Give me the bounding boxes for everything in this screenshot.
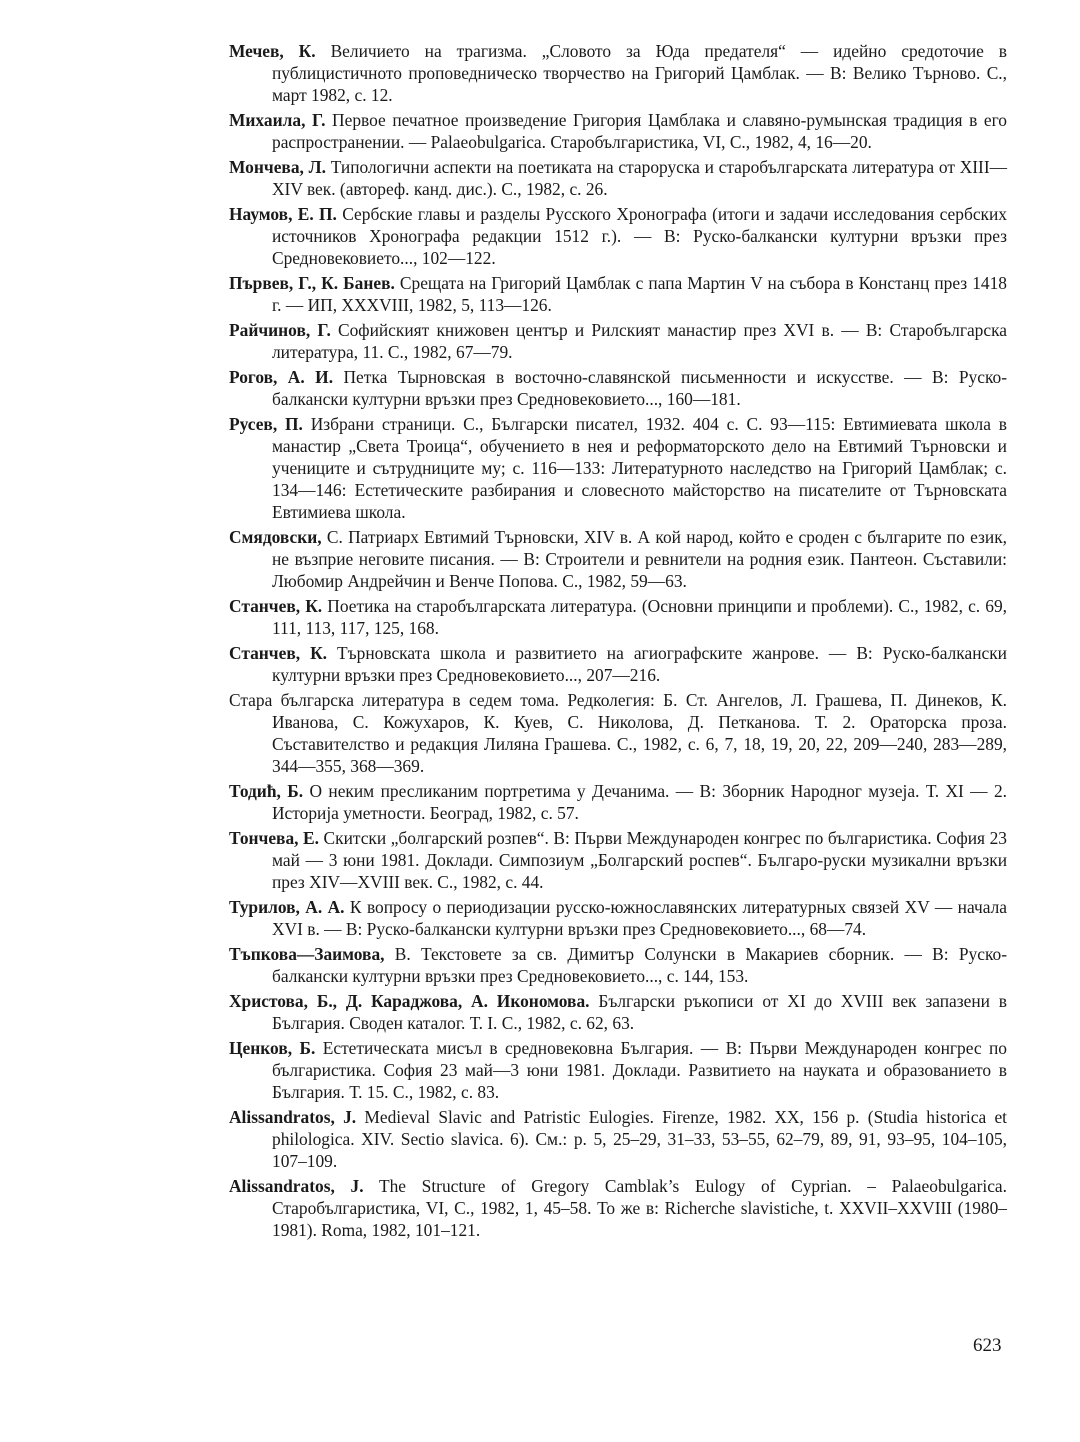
bibliography-entry [229, 156, 1007, 200]
entry-author: Станчев, К. [229, 643, 328, 663]
entry-author: Смядовски, [229, 527, 322, 547]
entry-text: Избрани страници. С., Български писател, 1932. 404 с. С. 93—115: Евтимиевата школа в манастир „Света Троица“, обучението в нея и реформаторското дело на Евтимий Търновски и учениците и сътрудниците му; с. 116—133: Литературното наследство на Григорий Цамблак; с. 134—146: Естетическите разбирания и словесното майсторство на писателите от Търновската Евтимиева школа. [272, 414, 1007, 522]
entry-text: Скитски „болгарский розпев“. В: Първи Международен конгрес по българистика. София 23 май — 3 юни 1981. Доклади. Симпозиум „Болгарский роспев“. Българо-руски музикални връзки през XIV—XVIII век. С., 1982, с. 44. [272, 828, 1007, 892]
bibliography-entry [229, 595, 1007, 639]
entry-author: Мончева, Л. [229, 157, 326, 177]
entry-text: Стара българска литература в седем тома. Редколегия: Б. Ст. Ангелов, Л. Грашева, П. Динеков, К. Иванова, С. Кожухаров, К. Куев, С. Николова, Д. Петканова. Т. 2. Ораторска проза. Съставителство и редакция Лиляна Грашева. С., 1982, с. 6, 7, 18, 19, 20, 22, 209—240, 283—289, 344—355, 368—369. [229, 690, 1007, 776]
entry-text: Величието на трагизма. „Словото за Юда предателя“ — идейно средоточие в публицистичното проповедническо творчество на Григорий Цамблак. — В: Велико Търново. С., март 1982, с. 12. [272, 41, 1008, 105]
bibliography-entry [229, 319, 1007, 363]
entry-author: Турилов, А. А. [229, 897, 345, 917]
entry-author: Наумов, Е. П. [229, 204, 337, 224]
bibliography-entry [229, 413, 1007, 523]
entry-text: The Structure of Gregory Camblak’s Eulogy of Cyprian. – Palaeobulgarica. Старобългаристика, VI, С., 1982, 1, 45–58. То же в: Richerche slavistiche, t. XXVII–XXVIII (1980–1981). Roma, 1982, 101–121. [272, 1176, 1007, 1240]
bibliography-entry [229, 896, 1007, 940]
entry-text: Сербские главы и разделы Русского Хронографа (итоги и задачи исследования сербских источников Хронографа редакции 1512 г.). — В: Руско-балкански културни връзки през Средновековието..., 102—122. [272, 204, 1007, 268]
bibliography-entry [229, 203, 1007, 269]
entry-author: Михаила, Г. [229, 110, 326, 130]
entry-author: Ценков, Б. [229, 1038, 316, 1058]
bibliography-entry [229, 526, 1007, 592]
bibliography-entry [229, 366, 1007, 410]
entry-text: Естетическата мисъл в средновековна България. — В: Първи Международен конгрес по българистика. София 23 май—3 юни 1981. Доклади. Развитието на науката и образованието в България. Т. 15. С., 1982, с. 83. [272, 1038, 1007, 1102]
entry-text: В. Текстовете за св. Димитър Солунски в Макариев сборник. — В: Руско-балкански културни връзки през Средновековието..., с. 144, 153. [272, 944, 1007, 986]
bibliography-entry [229, 943, 1007, 987]
entry-text: Български ръкописи от XI до XVIII век запазени в България. Сводeн каталог. Т. I. С., 1982, с. 62, 63. [272, 991, 1008, 1033]
bibliography-entry [229, 1175, 1007, 1241]
entry-author: Тъпкова—Заимова, [229, 944, 385, 964]
entry-text: Срещата на Григорий Цамблак с папа Мартин V на събора в Констанц през 1418 г. — ИП, XXXVIII, 1982, 5, 113—126. [272, 273, 1007, 315]
page-number: 623 [973, 1335, 1002, 1356]
bibliography-entry [229, 642, 1007, 686]
entry-author: Тончева, Е. [229, 828, 319, 848]
bibliography-entry [229, 827, 1007, 893]
entry-text: Търновската школа и развитието на агиографските жанрове. — В: Руско-балкански културни връзки през Средновековието..., 207—216. [272, 643, 1007, 685]
bibliography-entry [229, 990, 1007, 1034]
bibliography-entry [229, 272, 1007, 316]
entry-text: Петка Тырновская в восточно-славянской письменности и искусстве. — В: Руско-балкански културни връзки през Средновековието..., 160—181. [272, 367, 1007, 409]
bibliography-entry [229, 109, 1007, 153]
entry-text: Поетика на старобългарската литература. (Основни принципи и проблеми). С., 1982, с. 69, 111, 113, 117, 125, 168. [272, 596, 1008, 638]
entry-text: Типологични аспекти на поетиката на староруска и старобългарската литература от XIII—XIV век. (автореф. канд. дис.). С., 1982, с. 26. [272, 157, 1008, 199]
entry-author: Христова, Б., Д. Караджова, А. Икономова. [229, 991, 590, 1011]
entry-text: К вопросу о периодизации русско-южнославянских литературных связей XV — начала XVI в. — В: Руско-балкански културни връзки през Средновековието..., 68—74. [272, 897, 1007, 939]
entry-text: С. Патриарх Евтимий Търновски, XIV в. А кой народ, който е сроден с българите по език, не възприе неговите писания. — В: Строители и ревнители на родния език. Пантеон. Съставили: Любомир Андрейчин и Венче Попова. С., 1982, 59—63. [272, 527, 1007, 591]
entry-author: Първев, Г., К. Банев. [229, 273, 395, 293]
entry-author: Рогов, А. И. [229, 367, 334, 387]
entry-text: Medieval Slavic and Patristic Eulogies. Firenze, 1982. XX, 156 p. (Studia historica et philologica. XIV. Sectio slavica. 6). См.: p. 5, 25–29, 31–33, 53–55, 62–79, 89, 91, 93–95, 104–105, 107–109. [272, 1107, 1007, 1171]
entry-author: Мечев, К. [229, 41, 316, 61]
entry-text: О неким пресликаним портретима у Дечанима. — В: Зборник Народног музеја. Т. XI — 2. Историја уметности. Београд, 1982, с. 57. [272, 781, 1007, 823]
bibliography-entry [229, 40, 1007, 106]
entry-author: Alissandratos, J. [229, 1176, 364, 1196]
entry-author: Alissandratos, J. [229, 1107, 357, 1127]
bibliography-list [229, 40, 1007, 1244]
entry-author: Райчинов, Г. [229, 320, 331, 340]
entry-text: Первое печатное произведение Григория Цамблака и славяно-румынская традиция в его распространении. — Palaeobulgarica. Старобългаристика, VI, С., 1982, 4, 16—20. [272, 110, 1007, 152]
entry-author: Тодић, Б. [229, 781, 304, 801]
bibliography-entry [229, 780, 1007, 824]
bibliography-entry [229, 689, 1007, 777]
entry-text: Софийският книжовен център и Рилският манастир през XVI в. — В: Старобългарска литература, 11. С., 1982, 67—79. [272, 320, 1007, 362]
entry-author: Русев, П. [229, 414, 303, 434]
bibliography-entry [229, 1037, 1007, 1103]
entry-author: Станчев, К. [229, 596, 323, 616]
bibliography-entry [229, 1106, 1007, 1172]
